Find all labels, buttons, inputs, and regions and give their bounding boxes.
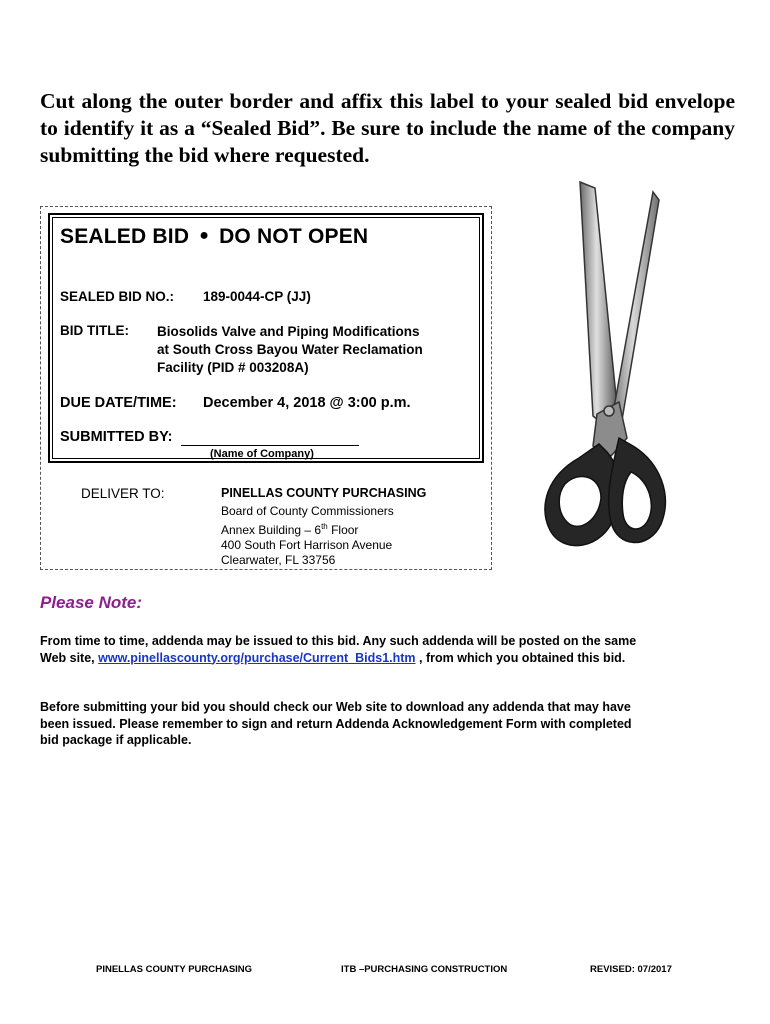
bid-title-line-1: Biosolids Valve and Piping Modifications (157, 324, 420, 339)
deliver-to-label: DELIVER TO: (81, 486, 165, 501)
bid-title-line-3: Facility (PID # 003208A) (157, 360, 309, 375)
deliver-line-4: Clearwater, FL 33756 (221, 553, 336, 567)
deliver-org: PINELLAS COUNTY PURCHASING (221, 486, 427, 500)
bid-title-line-2: at South Cross Bayou Water Reclamation (157, 342, 423, 357)
instructions-line-2: envelope to identify it as a “Sealed Bid”. Be sure to include the name of (40, 89, 735, 140)
submitted-by-label: SUBMITTED BY: (60, 429, 173, 445)
deliver-line-2: Annex Building – 6th Floor (221, 522, 359, 537)
bid-title-value (157, 323, 423, 377)
scissors-icon (535, 176, 675, 596)
instructions-line-3: the company submitting the bid where requested. (40, 116, 736, 167)
please-note-heading: Please Note: (40, 593, 143, 612)
bid-number-value: 189-0044-CP (JJ) (203, 289, 311, 304)
sealed-bid-box (48, 213, 484, 463)
heading-sealed-bid: SEALED BID (60, 225, 190, 248)
instructions-text (40, 88, 735, 169)
deliver-to-address (221, 486, 426, 568)
deliver-line-1: Board of County Commissioners (221, 504, 394, 518)
company-name-blank (181, 445, 359, 446)
sealed-bid-heading (60, 225, 368, 249)
addenda-check-paragraph: Before submitting your bid you should check our Web site to download any addenda that may have been issued. Please remember to sign and return Addenda Acknowledgement Form with completed bid package if applicable. (40, 700, 632, 747)
bullet-icon: ● (199, 227, 210, 244)
bid-title-label: BID TITLE: (60, 323, 129, 338)
deliver-line-3: 400 South Fort Harrison Avenue (221, 538, 393, 552)
due-date-value: December 4, 2018 @ 3:00 p.m. (203, 395, 411, 411)
footer-center: ITB –PURCHASING CONSTRUCTION (341, 964, 508, 975)
instructions-line-1: Cut along the outer border and affix this label to your sealed bid (40, 89, 649, 113)
footer-left: PINELLAS COUNTY PURCHASING (96, 964, 253, 975)
footer-right: REVISED: 07/2017 (590, 964, 672, 975)
addenda-notice-paragraph: From time to time, addenda may be issued to this bid. Any such addenda will be posted on the same Web site, www.pinellascounty.org/purchase/Current_Bids1.htm , from which you obtained this bid. (40, 634, 637, 665)
company-name-caption: (Name of Company) (210, 448, 314, 460)
bid-number-label: SEALED BID NO.: (60, 289, 175, 304)
heading-do-not-open: DO NOT OPEN (219, 225, 369, 248)
due-date-label: DUE DATE/TIME: (60, 395, 177, 411)
current-bids-link[interactable]: www.pinellascounty.org/purchase/Current_Bids1.htm (98, 650, 416, 665)
